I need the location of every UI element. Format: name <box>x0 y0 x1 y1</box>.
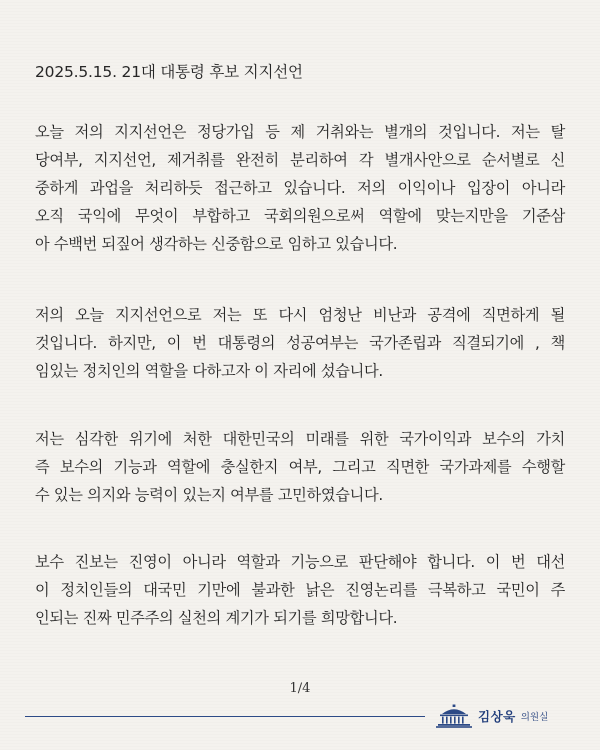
paragraph-3 <box>35 425 565 509</box>
office-suffix: 의원실 <box>520 712 549 723</box>
footer-divider <box>25 716 425 717</box>
paragraph-line: 인되는 진짜 민주주의 실천의 계기가 되기를 희망합니다. <box>35 609 398 627</box>
paragraph-line: 것입니다. 하지만, 이 번 대통령의 성공여부는 국가존립과 직결되기에 , 책 <box>35 334 565 352</box>
paragraph-line: 저는 심각한 위기에 처한 대한민국의 미래를 위한 국가이익과 보수의 가치 <box>35 430 565 448</box>
paragraph-line: 오늘 저의 지지선언은 정당가입 등 제 거취와는 별개의 것입니다. 저는 탈 <box>35 123 565 141</box>
paragraph-1 <box>35 118 565 258</box>
office-name: 김상욱 <box>478 709 516 724</box>
national-assembly-dome-icon <box>436 704 472 728</box>
paragraph-line: 이 정치인들의 대국민 기만에 불과한 낡은 진영논리를 극복하고 국민이 주 <box>35 581 565 599</box>
paragraph-line: 임있는 정치인의 역할을 다하고자 이 자리에 섰습니다. <box>35 362 383 380</box>
paragraph-line: 수 있는 의지와 능력이 있는지 여부를 고민하였습니다. <box>35 486 383 504</box>
paragraph-4 <box>35 548 565 632</box>
paragraph-line: 중하게 과업을 처리하듯 접근하고 있습니다. 저의 이익이나 입장이 아니라 <box>35 179 565 197</box>
paragraph-line: 당여부, 지지선언, 제거취를 완전히 분리하여 각 별개사안으로 순서별로 신 <box>35 151 565 169</box>
paragraph-2 <box>35 301 565 385</box>
paragraph-line: 즉 보수의 기능과 역할에 충실한지 여부, 그리고 직면한 국가과제를 수행할 <box>35 458 565 476</box>
paragraph-line: 보수 진보는 진영이 아니라 역할과 기능으로 판단해야 합니다. 이 번 대선 <box>35 553 565 571</box>
paragraph-line: 오직 국익에 무엇이 부합하고 국회의원으로써 역할에 맞는지만을 기준삼 <box>35 207 565 225</box>
paragraph-line: 저의 오늘 지지선언으로 저는 또 다시 엄청난 비난과 공격에 직면하게 될 <box>35 306 565 324</box>
page-number: 1/4 <box>289 681 311 696</box>
document-title: 2025.5.15. 21대 대통령 후보 지지선언 <box>35 63 303 81</box>
paragraph-line: 아 수백번 되짚어 생각하는 신중함으로 임하고 있습니다. <box>35 235 398 253</box>
office-logo <box>436 704 548 728</box>
